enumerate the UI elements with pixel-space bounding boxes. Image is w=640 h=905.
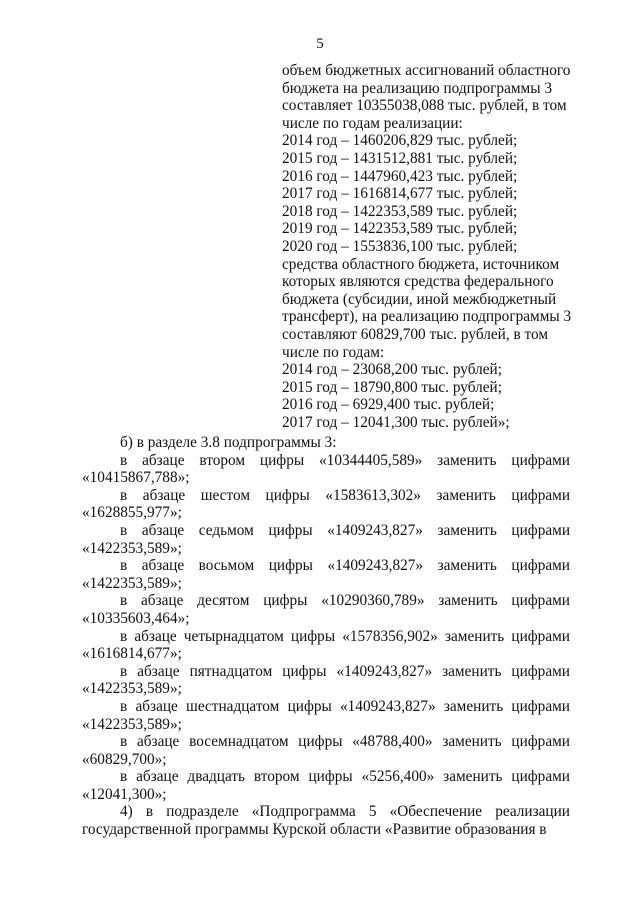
amendment-item: в абзаце шестом цифры «1583613,302» заменить цифрами «1628855,977»; (82, 486, 570, 522)
year-amount-line: 2017 год – 1616814,677 тыс. рублей; (282, 185, 518, 203)
text-line: объем бюджетных ассигнований областного (282, 62, 571, 79)
text-line: бюджета на реализацию подпрограммы 3 (282, 79, 552, 97)
amendment-item: в абзаце восьмом цифры «1409243,827» заменить цифрами «1422353,589»; (82, 557, 570, 592)
amendment-item: в абзаце восемнадцатом цифры «48788,400» заменить цифрами «60829,700»; (82, 733, 570, 768)
amendment-item: в абзаце седьмом цифры «1409243,827» заменить цифрами «1422353,589»; (82, 521, 570, 557)
year-amount-line: 2016 год – 1447960,423 тыс. рублей; (282, 167, 518, 185)
amendments-body (82, 434, 570, 839)
year-amount-line: 2016 год – 6929,400 тыс. рублей; (282, 396, 495, 414)
text-line: средства областного бюджета, источником (282, 255, 560, 273)
year-amount-line: 2014 год – 1460206,829 тыс. рублей; (282, 132, 518, 150)
text-line: числе по годам реализации: (282, 114, 463, 132)
year-amount-line: 2014 год – 23068,200 тыс. рублей; (282, 361, 502, 379)
amendment-item: в абзаце втором цифры «10344405,589» заменить цифрами «10415867,788»; (82, 451, 570, 487)
text-line: составляют 60829,700 тыс. рублей, в том (282, 325, 549, 343)
text-line: числе по годам: (282, 343, 385, 361)
closing-paragraph: 4) в подразделе «Подпрограмма 5 «Обеспечение реализации государственной программы Курской области «Развитие образования в (82, 803, 570, 839)
year-amount-line: 2015 год – 1431512,881 тыс. рублей; (282, 149, 518, 167)
year-amount-line: 2018 год – 1422353,589 тыс. рублей; (282, 202, 518, 220)
amendment-item: в абзаце четырнадцатом цифры «1578356,902» заменить цифрами «1616814,677»; (82, 627, 570, 663)
amendment-item: в абзаце пятнадцатом цифры «1409243,827» заменить цифрами «1422353,589»; (82, 662, 570, 698)
budget-allocation-block (282, 62, 582, 431)
year-amount-line: 2017 год – 12041,300 тыс. рублей»; (282, 413, 510, 431)
year-amount-line: 2020 год – 1553836,100 тыс. рублей; (282, 237, 518, 255)
amendment-item: в абзаце шестнадцатом цифры «1409243,827» заменить цифрами «1422353,589»; (82, 697, 570, 733)
amendment-item: в абзаце двадцать втором цифры «5256,400» заменить цифрами «12041,300»; (82, 768, 570, 803)
amendment-item: в абзаце десятом цифры «10290360,789» заменить цифрами «10335603,464»; (82, 592, 570, 627)
year-amount-line: 2019 год – 1422353,589 тыс. рублей; (282, 220, 518, 238)
section-heading: б) в разделе 3.8 подпрограммы 3: (120, 434, 337, 451)
text-line: трансферт), на реализацию подпрограммы 3 (282, 308, 572, 326)
text-line: составляет 10355038,088 тыс. рублей, в том (282, 97, 567, 115)
text-line: которых являются средства федерального (282, 273, 554, 291)
text-line: бюджета (субсидии, иной межбюджетный (282, 290, 557, 308)
year-amount-line: 2015 год – 18790,800 тыс. рублей; (282, 378, 502, 396)
page-number: 5 (316, 36, 324, 52)
